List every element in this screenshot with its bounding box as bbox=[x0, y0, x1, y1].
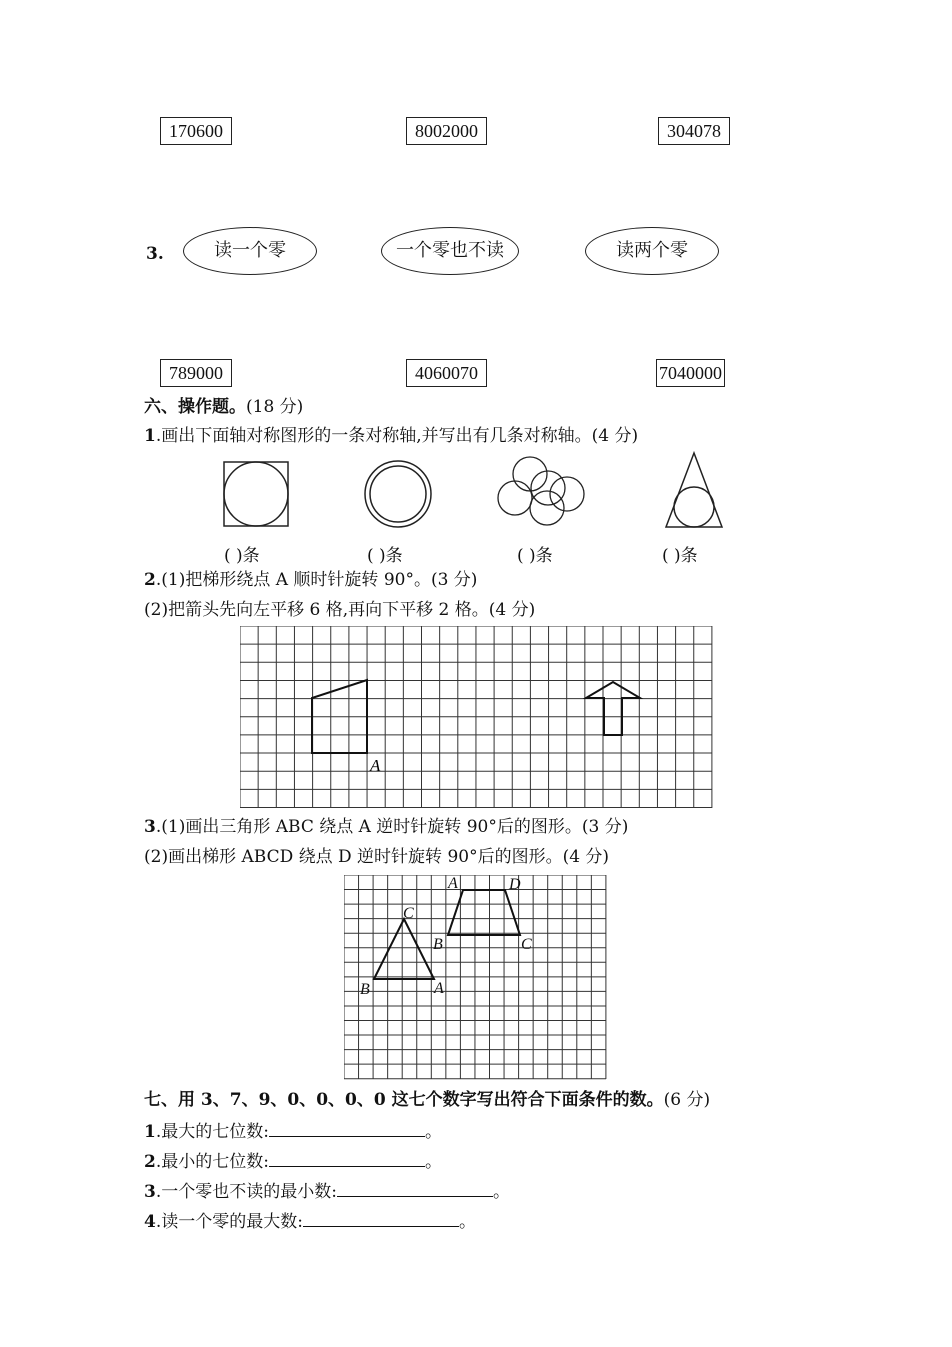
answer-paren-3: ( )条 bbox=[517, 546, 553, 566]
five-circles-shape bbox=[498, 457, 584, 525]
answer-blank-1[interactable] bbox=[269, 1120, 425, 1137]
s7-item-4-end: 。 bbox=[458, 1212, 476, 1232]
s7-item-3-num: 3 bbox=[144, 1182, 156, 1202]
s7-item-1-num: 1 bbox=[144, 1122, 156, 1142]
s6-q3a bbox=[144, 816, 628, 838]
answer-paren-4: ( )条 bbox=[662, 546, 698, 566]
answer-blank-4[interactable] bbox=[303, 1210, 459, 1227]
s6-q2a-text: .(1)把梯形绕点 A 顺时针旋转 90°。(3 分) bbox=[155, 570, 478, 590]
section7-title: 七、用 3、7、9、0、0、0、0 这七个数字写出符合下面条件的数。 bbox=[144, 1090, 664, 1110]
double-circle-shape bbox=[365, 461, 431, 527]
q3-label: 3. bbox=[146, 244, 164, 264]
label-trap-d: D bbox=[509, 876, 521, 893]
label-trap-a: A bbox=[448, 875, 458, 892]
answer-blank-2[interactable] bbox=[269, 1150, 425, 1167]
s7-item-1-end: 。 bbox=[424, 1122, 442, 1142]
s6-q3-num: 3 bbox=[144, 817, 156, 837]
grid-triangle-trapezoid bbox=[344, 875, 608, 1081]
arrow-shape bbox=[586, 682, 640, 735]
s6-q2b: (2)把箭头先向左平移 6 格,再向下平移 2 格。(4 分) bbox=[144, 600, 536, 620]
s7-item-2-end: 。 bbox=[424, 1152, 442, 1172]
s6-q1-text: .画出下面轴对称图形的一条对称轴,并写出有几条对称轴。(4 分) bbox=[155, 426, 639, 446]
section6-heading bbox=[144, 396, 303, 418]
triangle-abc bbox=[374, 919, 434, 979]
s6-q1 bbox=[144, 425, 638, 447]
s7-item-2 bbox=[144, 1150, 442, 1173]
s7-item-1 bbox=[144, 1120, 442, 1143]
s7-item-1-text: .最大的七位数: bbox=[155, 1122, 269, 1142]
point-a-label: A bbox=[370, 756, 381, 775]
grid-trapezoid-arrow bbox=[240, 626, 714, 810]
s6-q2a bbox=[144, 569, 477, 591]
label-tri-b: B bbox=[360, 981, 370, 998]
section6-score: (18 分) bbox=[246, 397, 304, 417]
oval-read-two-zeros: 读两个零 bbox=[585, 227, 719, 275]
s6-q2-num: 2 bbox=[144, 570, 156, 590]
square-circle-shape bbox=[224, 462, 288, 526]
number-box-6: 7040000 bbox=[656, 359, 725, 387]
s6-q3b: (2)画出梯形 ABCD 绕点 D 逆时针旋转 90°后的图形。(4 分) bbox=[144, 847, 610, 867]
label-tri-a: A bbox=[434, 980, 444, 997]
section7-score: (6 分) bbox=[663, 1090, 711, 1110]
s6-q1-num: 1 bbox=[144, 426, 156, 446]
s7-item-2-text: .最小的七位数: bbox=[155, 1152, 269, 1172]
s7-item-3-text: .一个零也不读的最小数: bbox=[155, 1182, 337, 1202]
symmetry-shapes bbox=[210, 450, 740, 540]
answer-blank-3[interactable] bbox=[337, 1180, 493, 1197]
label-trap-c: C bbox=[521, 936, 532, 953]
s7-item-4-num: 4 bbox=[144, 1212, 156, 1232]
number-box-5: 4060070 bbox=[406, 359, 487, 387]
oval-read-no-zero: 一个零也不读 bbox=[381, 227, 519, 275]
s7-item-2-num: 2 bbox=[144, 1152, 156, 1172]
number-box-4: 789000 bbox=[160, 359, 232, 387]
trapezoid-abcd bbox=[448, 890, 520, 935]
s7-item-3-end: 。 bbox=[492, 1182, 510, 1202]
triangle-circle-shape bbox=[666, 453, 722, 527]
number-box-1: 170600 bbox=[160, 117, 232, 145]
s6-q3a-text: .(1)画出三角形 ABC 绕点 A 逆时针旋转 90°后的图形。(3 分) bbox=[155, 817, 629, 837]
s7-item-4 bbox=[144, 1210, 476, 1233]
answer-paren-1: ( )条 bbox=[224, 546, 260, 566]
label-trap-b: B bbox=[433, 936, 443, 953]
section7-heading bbox=[144, 1089, 710, 1111]
label-tri-c: C bbox=[403, 905, 414, 922]
number-box-3: 304078 bbox=[658, 117, 730, 145]
section6-title: 六、操作题。 bbox=[144, 397, 246, 417]
oval-read-one-zero: 读一个零 bbox=[183, 227, 317, 275]
answer-paren-2: ( )条 bbox=[367, 546, 403, 566]
s7-item-4-text: .读一个零的最大数: bbox=[155, 1212, 303, 1232]
number-box-2: 8002000 bbox=[406, 117, 487, 145]
s7-item-3 bbox=[144, 1180, 510, 1203]
